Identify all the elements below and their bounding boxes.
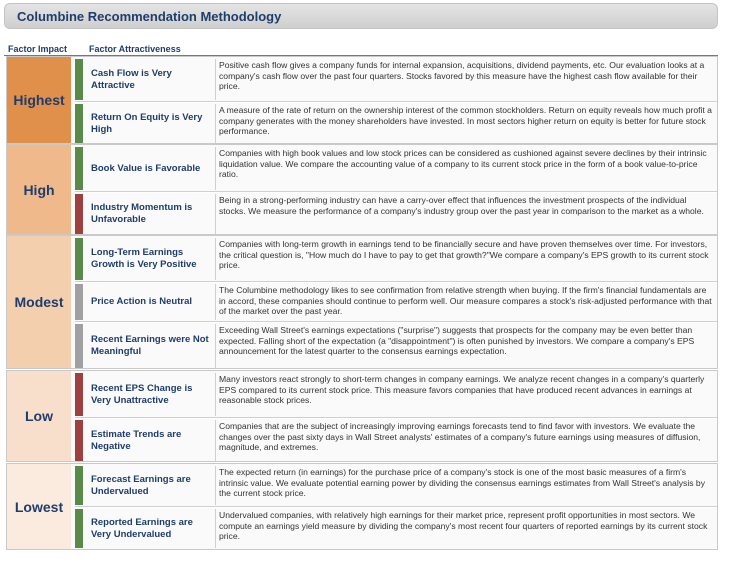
factor-description: Being in a strong-performing industry can have a carry-over effect that influences the investment prospects of the individual stocks. We measure the performance of a company's industry group over the past year in comparison to the market as a whole. <box>219 195 704 216</box>
attractiveness-bar-green <box>75 466 83 505</box>
factor-name: Estimate Trends are Negative <box>91 428 182 452</box>
column-divider <box>215 324 216 368</box>
attractiveness-bar-gray <box>75 284 83 320</box>
factor-description: Undervalued companies, with relatively high earnings for their market price, represent profit opportunities in most sectors. We compute an earnings yield measure by dividing the company's most recent four quarters of reported earnings by its current stock price. <box>219 510 708 542</box>
factor-row <box>75 102 717 145</box>
factor-row <box>75 57 717 102</box>
impact-label: Highest <box>7 57 71 143</box>
column-divider <box>215 509 216 548</box>
impact-group-lowest <box>6 463 718 550</box>
factor-row <box>75 418 717 463</box>
attractiveness-bar-green <box>75 104 83 143</box>
impact-group-highest <box>6 56 718 144</box>
factor-description: Positive cash flow gives a company funds for internal expansion, acquisitions, dividend payments, etc. Our evaluation looks at a company's cash flow over the past four quarters. Stocks favored by this measure have the highest cash flow available for their price. <box>219 60 705 92</box>
factor-description: A measure of the rate of return on the ownership interest of the common stockholders. Return on equity reveals how much profit a company generates with the money shareholders have invested. In most sectors higher return on equity is better for future stock performance. <box>219 105 712 137</box>
header-factor-impact: Factor Impact <box>8 44 68 54</box>
impact-group-low <box>6 370 718 462</box>
attractiveness-bar-green <box>75 147 83 190</box>
factor-row <box>75 236 717 282</box>
factor-description: Many investors react strongly to short-term changes in company earnings. We analyze recent changes in a company's quarterly EPS compared to its current stock price. This measure favors companies that have produced recent advances in earnings at reasonable stock prices. <box>219 374 705 406</box>
factor-name: Recent Earnings were Not Meaningful <box>91 334 209 357</box>
factor-name: Recent EPS Change is Very Unattractive <box>91 382 193 406</box>
header-factor-attractiveness: Factor Attractiveness <box>89 44 181 54</box>
factor-row <box>75 322 717 370</box>
impact-label: Low <box>7 371 71 461</box>
impact-group-high <box>6 144 718 235</box>
title-bar <box>4 3 718 29</box>
column-divider <box>215 284 216 320</box>
factor-description: Exceeding Wall Street's earnings expectations ("surprise") suggests that prospects for the company may be even better than expected. Falling short of the expectation (a "disappointment") is often punished by investors. We compare a company's EPS announcement for the latest quarter to the consensus earnings expectation. <box>219 325 695 357</box>
page-title: Columbine Recommendation Methodology <box>17 9 282 24</box>
impact-label: Modest <box>7 236 71 368</box>
factor-name: Return On Equity is Very High <box>91 111 203 135</box>
column-divider <box>215 466 216 505</box>
attractiveness-bar-gray <box>75 324 83 368</box>
impact-label: High <box>7 145 71 234</box>
factor-description: The Columbine methodology likes to see confirmation from relative strength when buying. If the firm's financial fundamentals are in accord, these companies should continue to perform well. Our measure compares a stock's risk-adjusted performance with that of the market over the past year. <box>219 285 712 317</box>
factor-name: Reported Earnings are Very Undervalued <box>91 516 193 540</box>
attractiveness-bar-green <box>75 509 83 548</box>
factor-name: Industry Momentum is Unfavorable <box>91 202 193 225</box>
attractiveness-bar-red <box>75 420 83 461</box>
factor-description: Companies with long-term growth in earnings tend to be financially secure and have proven themselves over time. For investors, the critical question is, "How much do I have to pay to get that growth?"We compare a company's EPS growth to its current stock price. <box>219 239 709 271</box>
factor-row <box>75 464 717 507</box>
impact-label: Lowest <box>7 464 71 549</box>
impact-group-modest <box>6 235 718 369</box>
attractiveness-bar-red <box>75 373 83 416</box>
attractiveness-bar-red <box>75 194 83 234</box>
factor-description: The expected return (in earnings) for the purchase price of a company's stock is one of the most basic measures of a firm's intrinsic value. We evaluate potential earning power by dividing the consensus earnings estimates from Wall Street's analysis by the current stock price. <box>219 467 705 499</box>
factor-row <box>75 507 717 550</box>
factor-name: Price Action is Neutral <box>91 296 193 307</box>
factor-row <box>75 192 717 236</box>
column-divider <box>215 373 216 416</box>
factor-row <box>75 371 717 418</box>
factor-row <box>75 145 717 192</box>
factor-description: Companies with high book values and low stock prices can be considered as cushioned against severe declines by their intrinsic liquidation value. We compare the accounting value of a company to its current stock price in the form of a book value-to-price ratio. <box>219 148 707 180</box>
factor-description: Companies that are the subject of increasingly improving earnings forecasts tend to find favor with investors. We evaluate the changes over the past sixty days in Wall Street analysts' estimates of a company's future earnings using measures of diffusion, magnitude, and extremes. <box>219 421 701 453</box>
column-divider <box>215 147 216 190</box>
factor-name: Book Value is Favorable <box>91 162 201 174</box>
attractiveness-bar-green <box>75 238 83 280</box>
factor-row <box>75 282 717 322</box>
column-divider <box>215 59 216 100</box>
attractiveness-bar-green <box>75 59 83 100</box>
factor-name: Cash Flow is Very Attractive <box>91 67 172 91</box>
column-divider <box>215 420 216 461</box>
factor-name: Forecast Earnings are Undervalued <box>91 473 191 497</box>
column-divider <box>215 194 216 234</box>
column-divider <box>215 104 216 143</box>
factor-name: Long-Term Earnings Growth is Very Positive <box>91 247 197 270</box>
column-divider <box>215 238 216 280</box>
